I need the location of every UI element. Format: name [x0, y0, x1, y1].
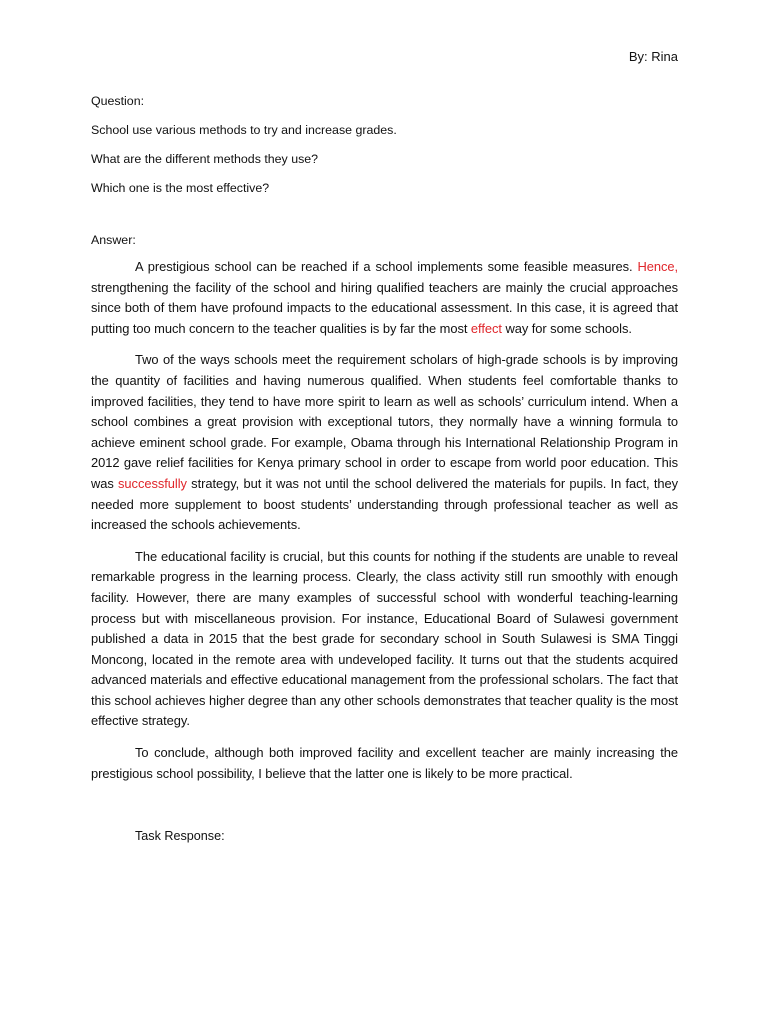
highlighted-word: Hence, — [637, 259, 678, 274]
paragraph-text: Two of the ways schools meet the requirement scholars of high-grade schools is by improving the quantity of facilities and having numerous qualified. When students feel comfortable thanks to improved facilities, they tend to have more spirit to learn as well as schools’ curriculum intend. When a school combines a great provision with exceptional tutors, they normally have a winning formula to achieve eminent school grade. For example, Obama through his International Relationship Program in 2012 gave relief facilities for Kenya primary school in order to escape from world poor education. This was — [91, 352, 678, 491]
question-line-3: Which one is the most effective? — [91, 181, 270, 195]
question-section — [91, 93, 678, 196]
answer-paragraph-2 — [91, 350, 678, 535]
answer-label: Answer: — [91, 233, 136, 247]
paragraph-text: strategy, but it was not until the school delivered the materials for pupils. In fact, they needed more supplement to boost students’ understanding through professional teacher as well as increased the schools achievements. — [91, 475, 678, 533]
question-line-2: What are the different methods they use? — [91, 152, 319, 166]
question-line-1: School use various methods to try and increase grades. — [91, 123, 397, 137]
answer-paragraph-1 — [91, 257, 678, 339]
answer-paragraph-4: To conclude, although both improved facility and excellent teacher are mainly increasing the prestigious school possibility, I believe that the latter one is likely to be more practical. — [91, 745, 678, 781]
author-line: By: Rina — [628, 49, 678, 64]
answer-paragraph-3: The educational facility is crucial, but this counts for nothing if the students are unable to reveal remarkable progress in the learning process. Clearly, the class activity still run smoothly with enough facility. However, there are many examples of successful school with wonderful teaching-learning process but with miscellaneous provision. For instance, Educational Board of Sulawesi government published a data in 2015 that the best grade for secondary school in South Sulawesi is SMA Tinggi Moncong, located in the remote area with undeveloped facility. It turns out that the students acquired advanced materials and effective educational management from the professional scholars. The fact that this school achieves higher degree than any other schools demonstrates that teacher quality is the most effective strategy. — [91, 548, 678, 729]
question-label: Question: — [91, 94, 145, 108]
paragraph-text: strengthening the facility of the school and hiring qualified teachers are mainly the crucial approaches since both of them have profound impacts to the educational assessment. In this case, it is agreed that putting too much concern to the teacher qualities is by far the most — [91, 279, 678, 336]
paragraph-text: A prestigious school can be reached if a school implements some feasible measures. — [135, 259, 638, 274]
highlighted-word: successfully — [118, 475, 187, 491]
paragraph-text: way for some schools. — [501, 320, 632, 336]
task-response-label: Task Response: — [135, 829, 225, 844]
highlighted-word: effect — [470, 320, 502, 336]
